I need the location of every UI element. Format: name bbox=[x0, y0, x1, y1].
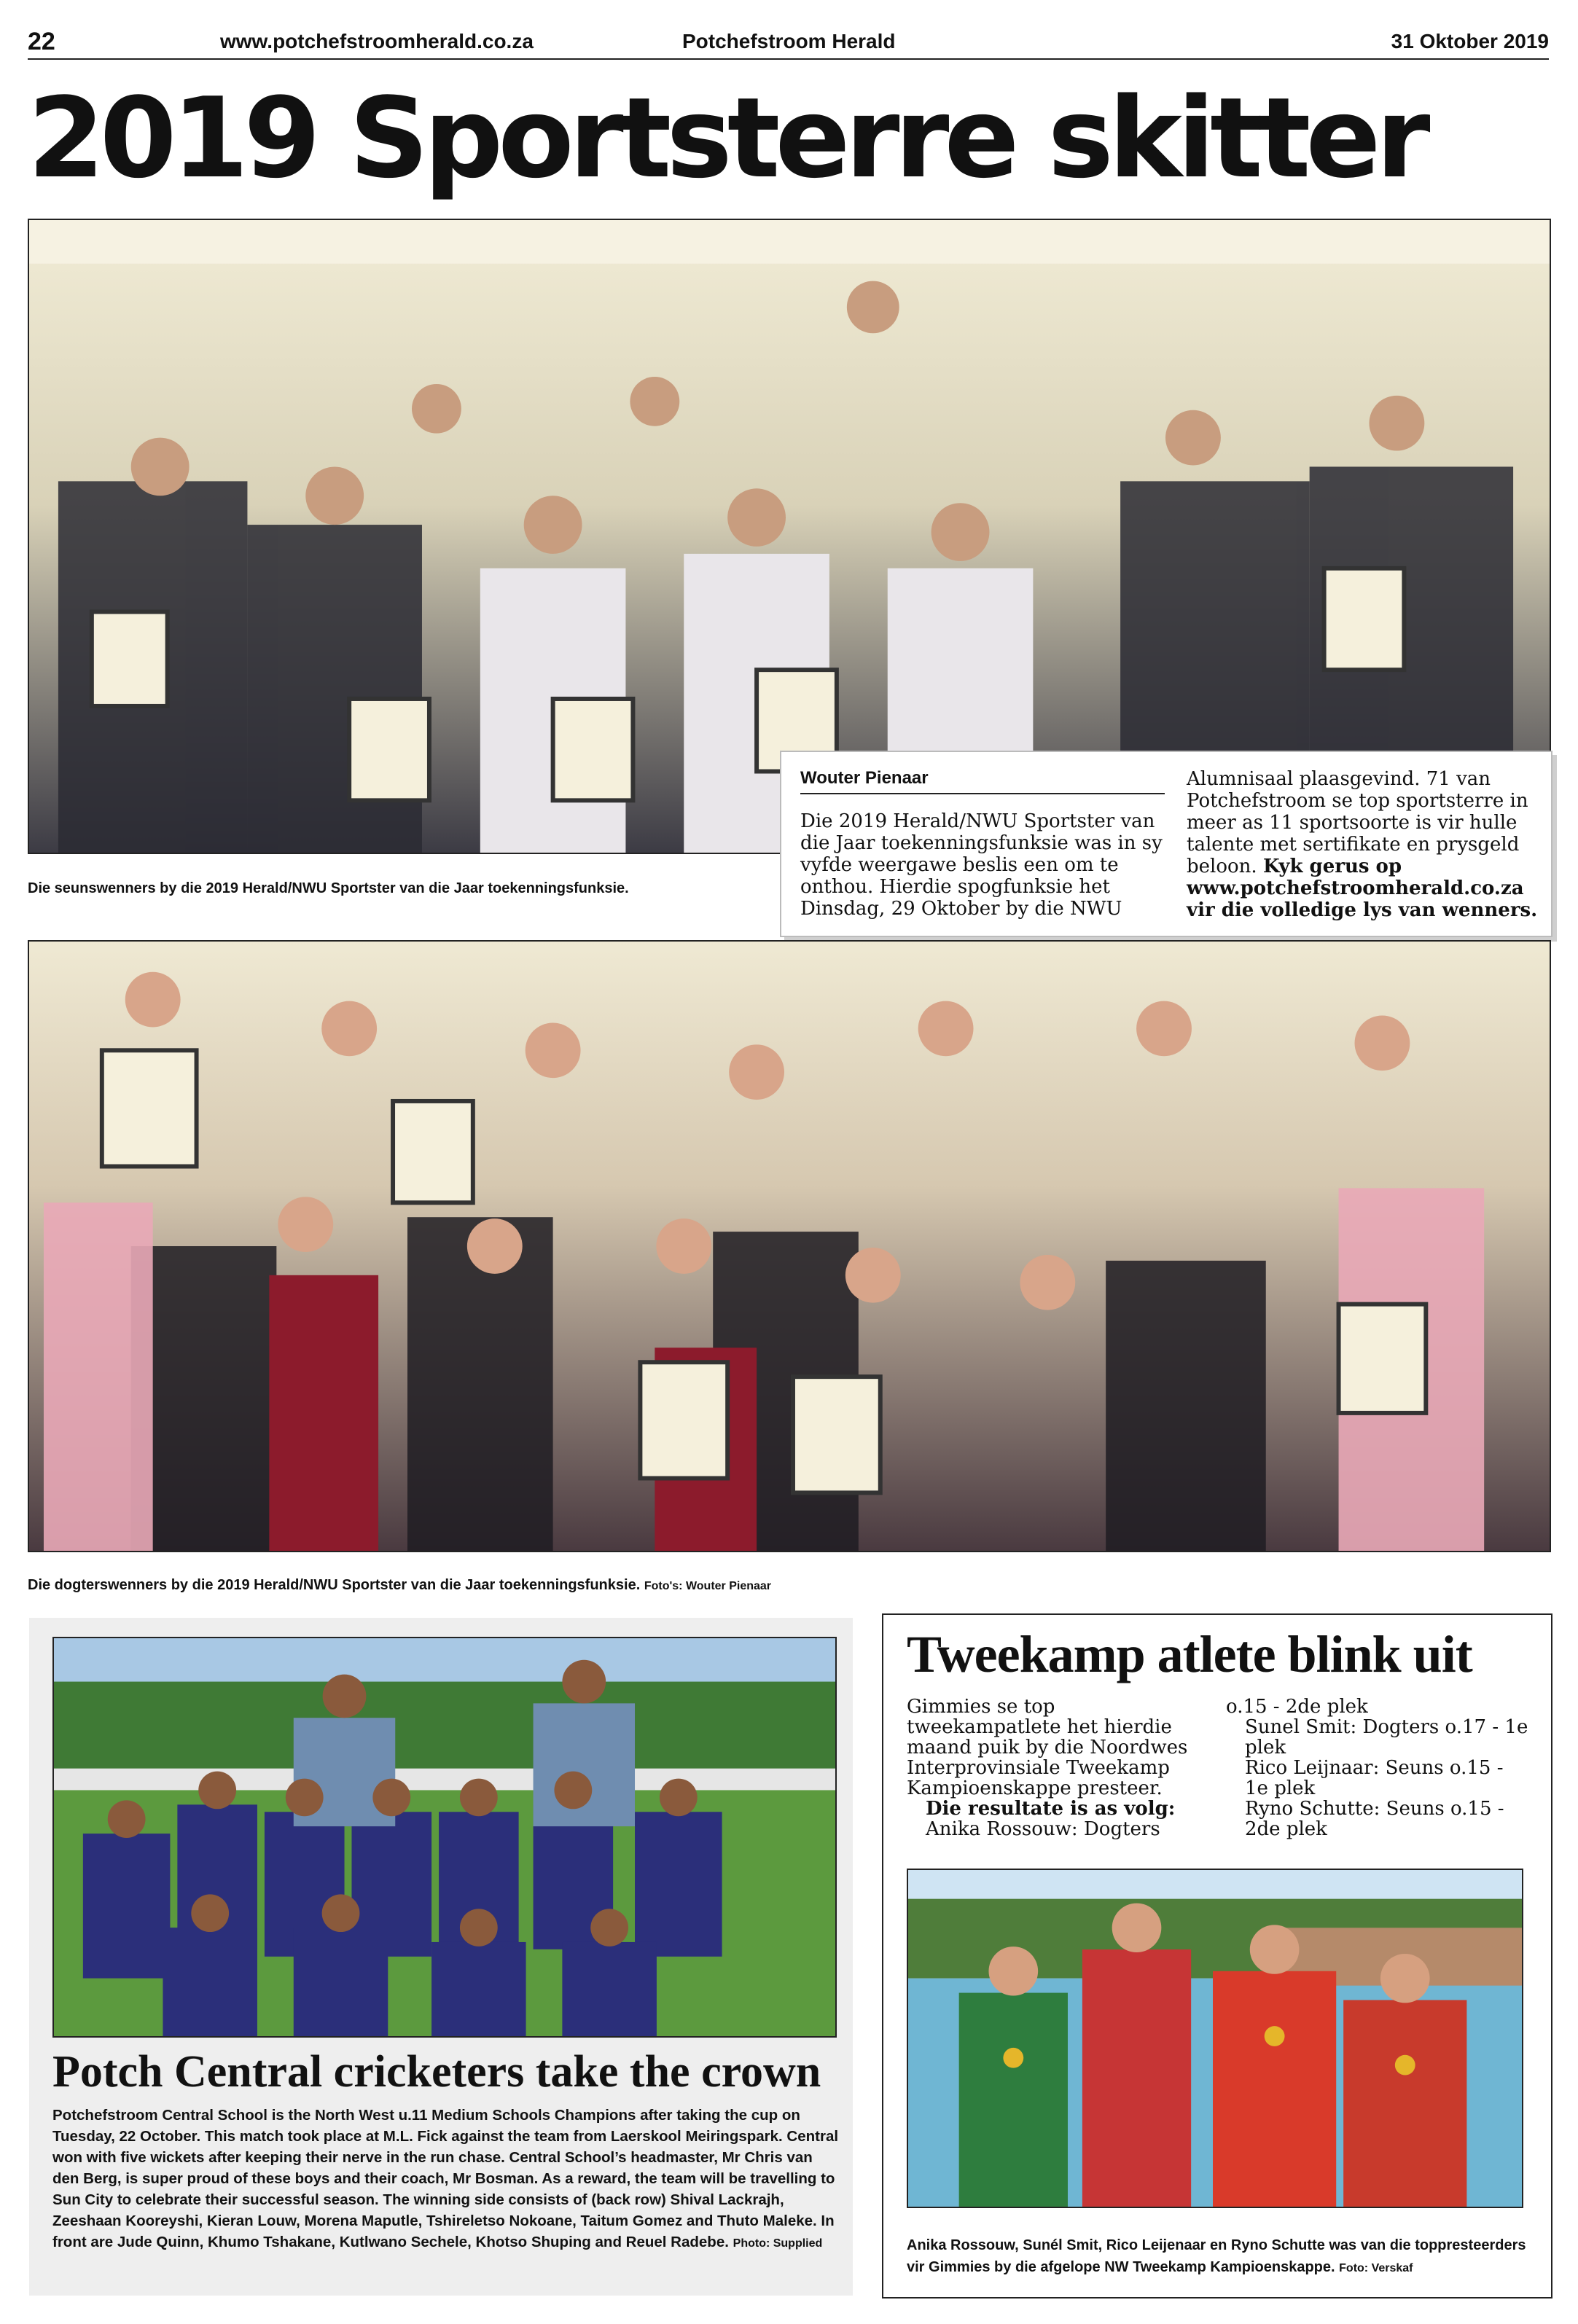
issue-date: 31 Oktober 2019 bbox=[1391, 30, 1549, 52]
tweekamp-photo-credit: Foto: Verskaf bbox=[1339, 2262, 1413, 2274]
byline-rule bbox=[800, 793, 1165, 794]
article-text-col2-body: Alumnisaal plaasgevind. 71 van Potchefstroom se top sportsterre in meer as 11 sportsoorte is vir hulle talente met sertifikate en prysgeld beloon. bbox=[1187, 768, 1528, 877]
cricket-article-text: Potchefstroom Central School is the North West u.11 Medium Schools Champions after taking the cup on Tuesday, 22 October. This match took place at M.L. Fick against the team from Laerskool Meiringspark. Central won with five wickets after keeping their nerve in the run chase. Central School’s headmaster, Mr Chris van den Berg, is super proud of these boys and their coach, Mr Bosman. As a reward, the team will be travelling to Sun City to celebrate their successful season. The winning side consists of (back row) Shival Lackrajh, Zeeshaan Kooreyshi, Kieran Louw, Morena Maputle, Tshireletso Nokoane, Taitum Gomez and Thuto Maleke. In front are Jude Quinn, Khumo Tshakane, Kutlwano Sechele, Khotso Shuping and Reuel Radebe. bbox=[52, 2107, 839, 2250]
tweekamp-result-1b: o.15 - 2de plek bbox=[1226, 1696, 1368, 1718]
tweekamp-result-2: Sunel Smit: Dogters o.17 - 1e plek bbox=[1245, 1716, 1528, 1758]
tweekamp-athletes-photo bbox=[907, 1869, 1523, 2208]
cricket-team-photo bbox=[52, 1637, 837, 2038]
boys-photo-caption: Die seunswenners by die 2019 Herald/NWU Sportster van die Jaar toekenningsfunksie. bbox=[28, 880, 629, 896]
girls-photo-credit: Foto's: Wouter Pienaar bbox=[644, 1580, 772, 1592]
tweekamp-article-title: Tweekamp atlete blink uit bbox=[907, 1625, 1472, 1683]
girls-photo-caption bbox=[28, 1576, 975, 1596]
tweekamp-result-3: Rico Leijnaar: Seuns o.15 - 1e plek bbox=[1245, 1757, 1504, 1799]
paper-name: Potchefstroom Herald bbox=[682, 30, 896, 52]
article-byline: Wouter Pienaar bbox=[800, 768, 929, 788]
article-text-col2 bbox=[1187, 768, 1544, 921]
girls-photo-image bbox=[29, 942, 1550, 1551]
article-info-box bbox=[780, 751, 1552, 937]
website-url[interactable]: www.potchefstroomherald.co.za bbox=[220, 30, 534, 52]
cricket-article-body bbox=[52, 2105, 840, 2254]
girls-photo-caption-text: Die dogterswenners by die 2019 Herald/NWU Sportster van die Jaar toekenningsfunksie. bbox=[28, 1577, 641, 1593]
article-text-col1: Die 2019 Herald/NWU Sportster van die Jaar toekenningsfunksie was in sy vyfde weergawe beslis een om te onthou. Hierdie spogfunksie het Dinsdag, 29 Oktober by die NWU bbox=[800, 810, 1163, 920]
tweekamp-text-col1 bbox=[907, 1697, 1198, 1839]
cricket-photo-image bbox=[54, 1638, 835, 2036]
tweekamp-text-col2 bbox=[1226, 1697, 1532, 1839]
tweekamp-photo-image bbox=[908, 1870, 1522, 2207]
page-headline: 2019 Sportsterre skitter bbox=[28, 74, 1426, 203]
page-number: 22 bbox=[28, 28, 55, 55]
tweekamp-results-heading: Die resultate is as volg: bbox=[926, 1798, 1176, 1820]
tweekamp-caption-text: Anika Rossouw, Sunél Smit, Rico Leijenaar en Ryno Schutte was van die toppresteerders vir Gimmies by die afgelope NW Tweekamp Kampioenskappe. bbox=[907, 2237, 1526, 2275]
article-website-link-text: Kyk gerus op www.potchefstroomherald.co.za vir die volledige lys van wenners. bbox=[1187, 856, 1538, 921]
tweekamp-result-4: Ryno Schutte: Seuns o.15 - 2de plek bbox=[1245, 1798, 1504, 1840]
tweekamp-result-1a: Anika Rossouw: Dogters bbox=[926, 1818, 1160, 1840]
cricket-photo-credit: Photo: Supplied bbox=[733, 2237, 823, 2250]
girls-group-photo bbox=[28, 940, 1551, 1552]
header-rule bbox=[28, 58, 1549, 60]
tweekamp-photo-caption bbox=[907, 2234, 1534, 2280]
cricket-article-title: Potch Central cricketers take the crown bbox=[52, 2047, 821, 2097]
tweekamp-intro: Gimmies se top tweekampatlete het hierdie maand puik by die Noordwes Interprovinsiale Tweekamp Kampioenskappe presteer. bbox=[907, 1696, 1188, 1799]
